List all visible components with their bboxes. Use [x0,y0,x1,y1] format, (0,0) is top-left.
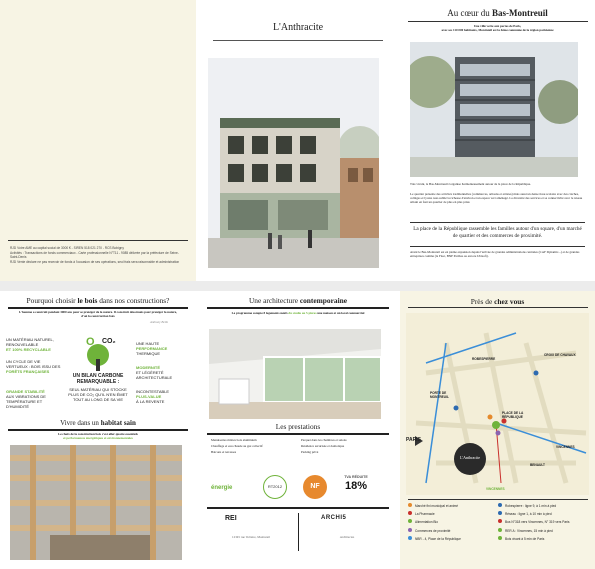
section-title: Les prestations [275,422,321,431]
prestations-left [211,438,297,455]
title-rule [213,40,383,41]
feature-highlight: PLUS-VALUE [136,394,162,399]
legend-rule [408,499,588,500]
body-paragraph-1: Très vivant, le Bas-Montreuil s'organise harmonieusement autour de la place de la République. [410,182,531,186]
legend-text: NBR - 4, Place de la République [415,536,461,541]
legend-dot [408,536,412,540]
rei-label: REI [225,515,237,522]
archi5-logo [321,515,381,521]
programme-part: Le programme compte 8 logements neufs [231,311,289,315]
title-part: Pourquoi choisir [26,296,78,305]
wood-feature-stability [6,389,62,409]
legend-dot [408,503,412,507]
legend-item [408,519,494,524]
legend-item [498,503,590,508]
neighborhood-map [406,313,589,495]
title-part: Près de [470,297,495,306]
co2-o-letter: O [86,336,95,348]
footer-rule [207,507,389,509]
feature-line: INCONTESTABLE [136,389,170,394]
prestation-item: Résidence sécurisée et domotique [301,444,345,449]
rei-logo [225,515,285,522]
subtitle-1: Une ville verte aux portes de Paris, [473,24,522,28]
title-rule [8,307,188,309]
quote-rule-top [410,222,585,223]
modern-building-illustration [410,42,578,177]
map-building-label: L'Anthracite [459,455,481,460]
feature-line: ET LÉGÈRETÉ [136,370,164,375]
section-rule [207,433,389,435]
programme [215,311,381,315]
energie-logo [211,481,251,495]
legend-dot [498,511,502,515]
feature-line: ARCHITECTURALE [136,375,173,380]
legend-item [498,511,590,516]
title-rule [408,307,588,308]
energie-label: énergie [211,485,233,491]
construction-illustration [10,445,182,560]
map-label-benault: BENAULT [530,463,545,467]
legal-text-3: RJD Vente déclare ne pas recevoir de fonds à l'occasion de ses opérations, seul frais sera raisonnable et administration [10,260,180,264]
page-title [199,296,397,305]
feature-line: THERMIQUE [136,351,160,356]
prestation-item: Parking privé [301,450,319,455]
legend-text: Bois vivant à 5 min de Paris [505,536,545,541]
title-part: dans nos constructions? [97,296,170,305]
section-desc-2: et performances énergétiques et environnementales [63,436,133,440]
legal-text-1: RJD Votre AME au capital social de 3000 € - SIREN 518 021 270 - RCS Bobigny [10,246,124,250]
wood-feature-value [136,389,192,404]
legend-item [498,536,590,541]
map-label-porte: PORTE DE MONTREUIL [430,391,449,400]
wood-feature-cycle [6,359,62,374]
legend-text: RER A : Vincennes, 15 min à pied [505,528,553,533]
legend-dot [408,528,412,532]
prestation-item: Parquet dans les chambres et salons [301,438,347,442]
page-3 [400,0,595,281]
legend-text: Bus N°318 vers Vincennes, N° 319 vers Paris [505,520,570,525]
map-label-paris: PARIS [406,437,421,443]
feature-highlight: FORÊTS FRANÇAISES [6,369,50,374]
quote-rule-bottom [410,246,585,247]
legend-dot [408,511,412,515]
page-title [400,8,595,18]
title-highlight: Bas-Montreuil [491,8,548,18]
programme-part: une maison et un local commercial [316,311,365,315]
legend-left [408,503,494,541]
quote: La place de la République rassemble les familles autour d'un square, d'un marché de quartier et des commerces de proximité. [413,226,582,239]
page-2 [199,0,397,281]
interior-render [209,329,381,419]
tva-label: TVA RÉDUITE [344,475,368,479]
legend-dot [498,528,502,532]
legal-text-2: Activités : Transactions de fonds commerciaux - Carte professionnelle N°T11 - 9085 délivrée par la préfecture de Seine-Saint-Denis [10,251,179,260]
legend-item [408,511,494,516]
feature-highlight: PERFORMANCE [136,346,168,351]
title-highlight: contemporaine [299,296,348,305]
rei-address: 12345 rue Voltaire, Montreuil [232,535,270,539]
carbon-body: SEUL MATÉRIAU QUI STOCKE PLUS DE CO₂ QU'IL N'EN ÉMET TOUT AU LONG DE SA VIE [68,387,128,402]
subtitle-2: avec ses 110 000 habitants, Montreuil est la 4ème commune de la région parisienne [441,28,554,32]
nf-logo [303,475,327,499]
title-part: Vivre dans un [60,419,101,427]
legend-item [408,528,494,533]
map-label-robespierre: ROBESPIERRE [472,357,496,361]
prestation-item: Balcons et terrasses [211,450,237,455]
map-label-place: PLACE DE LA RÉPUBLIQUE [502,411,524,420]
rt2012-label: RT2012 [267,484,283,489]
legend-item [408,536,494,541]
legend-text: La Pharmacie [415,512,435,517]
legend-item [498,519,590,524]
tva-badge [341,475,371,501]
divider [8,240,188,241]
wood-construction-photo [10,445,182,560]
title-highlight: le bois [77,296,98,305]
page-4 [0,291,196,569]
building-illustration [208,58,379,268]
legend-text: Robespierre : ligne 9, à 1 min à pied [505,504,557,508]
legend-text: Alimentation Bio [415,520,439,525]
page-5 [199,291,397,569]
footer-divider [298,513,299,551]
feature-line: UN MATÉRIAU NATUREL, RENOUVELABLE [6,337,54,347]
prestation-item: Chauffage et eau chaude au gaz collectif [211,444,263,449]
section-rule [8,429,188,431]
interior-illustration [209,329,381,419]
footer-paragraph: Avant le Bas-Montreuil est en pleine expansion depuis l'arrivée de grandes administrations centrales (CAF Dynamic...) et de grandes entreprises comme (la Fnac, BNP Paribas ou encore Ubisoft). [410,250,580,259]
feature-line: UN CYCLE DE VIE VERTUEUX : BOIS ISSU DES [6,359,61,369]
intro: L'homme a construit pendant 3000 ans pour se protéger de la nature. Il construit désormais pour protéger la nature, d'où la construction bois [18,310,178,319]
nf-label: NF [310,483,320,490]
legend-text: Réseau : ligne 1, à 10 min à pied [505,512,552,517]
map-label-croix: CROIX DE CHAVAUX [544,353,576,357]
archi5-address: Architectes [339,535,355,539]
legend-text: Commerces de proximité [415,528,451,533]
body-paragraph-2: Le quartier présente des activités traditionnelles (commerces, artisans et artistes) mais aussi un dense tissu scolaire avec des crèches, collèges et lycées non oublié la richesse d'environ et un espace vert aménagé. La diversité des services et sa connectivité avec le réseau urbain en font un quartier de plus en plus prisé. [410,192,583,205]
wood-feature-natural [6,337,62,352]
feature-highlight: GRANDE STABILITÉ [6,389,45,394]
page-gap [0,281,595,291]
programme-highlight: du studio au 5 pièces [288,311,317,315]
legend-dot [498,519,502,523]
legend-right [498,503,590,541]
wood-feature-modern [136,365,192,380]
title-part: Au cœur du [447,8,492,18]
title-rule [408,21,588,22]
title-part: Une architecture [248,296,300,305]
map-label-vincennes: VINCENNES [556,445,575,449]
co2-icon [68,331,128,371]
prestation-item: Menuiseries mixtes bois aluminium [211,438,257,442]
page-title [0,296,196,305]
legend-dot [408,519,412,523]
feature-line: À LA REVENTE [136,399,165,404]
feature-highlight: ET 100% RECYCLABLE [6,347,51,352]
legend-dot [498,536,502,540]
legend-dot [498,503,502,507]
title-highlight: habitat sain [100,419,136,427]
tva-value: 18% [344,480,368,492]
section-desc-1: Le choix de la construction bois c'est aller quatre essentiels [58,432,138,436]
title-rule [207,307,389,309]
map-label-vincennes-bottom: VINCENNES [486,487,505,491]
page-title: L'Anthracite [272,22,324,33]
legend-item [408,503,494,508]
author: Anthony Bello [150,320,169,324]
rt2012-logo [263,475,287,499]
page-6 [400,291,595,569]
carbon-title: UN BILAN CARBONE REMARQUABLE : [72,373,124,385]
co2-text: CO₂ [102,338,116,345]
feature-highlight: MODERNITÉ [136,365,160,370]
archi5-label: ARCHI5 [321,515,347,521]
page-1 [0,0,196,281]
building-photo [208,58,379,268]
title-highlight: chez vous [494,297,525,306]
district-photo [410,42,578,177]
legend-text: Marché fini municipal et animé [415,504,459,508]
feature-line: UNE HAUTE [136,341,160,346]
page-title [400,297,595,306]
legend-item [498,528,590,533]
prestations-right [301,438,387,455]
feature-line: AUX VIBRATIONS DE TEMPÉRATURE ET D'HUMIDITÉ [6,394,46,409]
section-title [0,419,196,427]
wood-feature-thermal [136,341,192,356]
